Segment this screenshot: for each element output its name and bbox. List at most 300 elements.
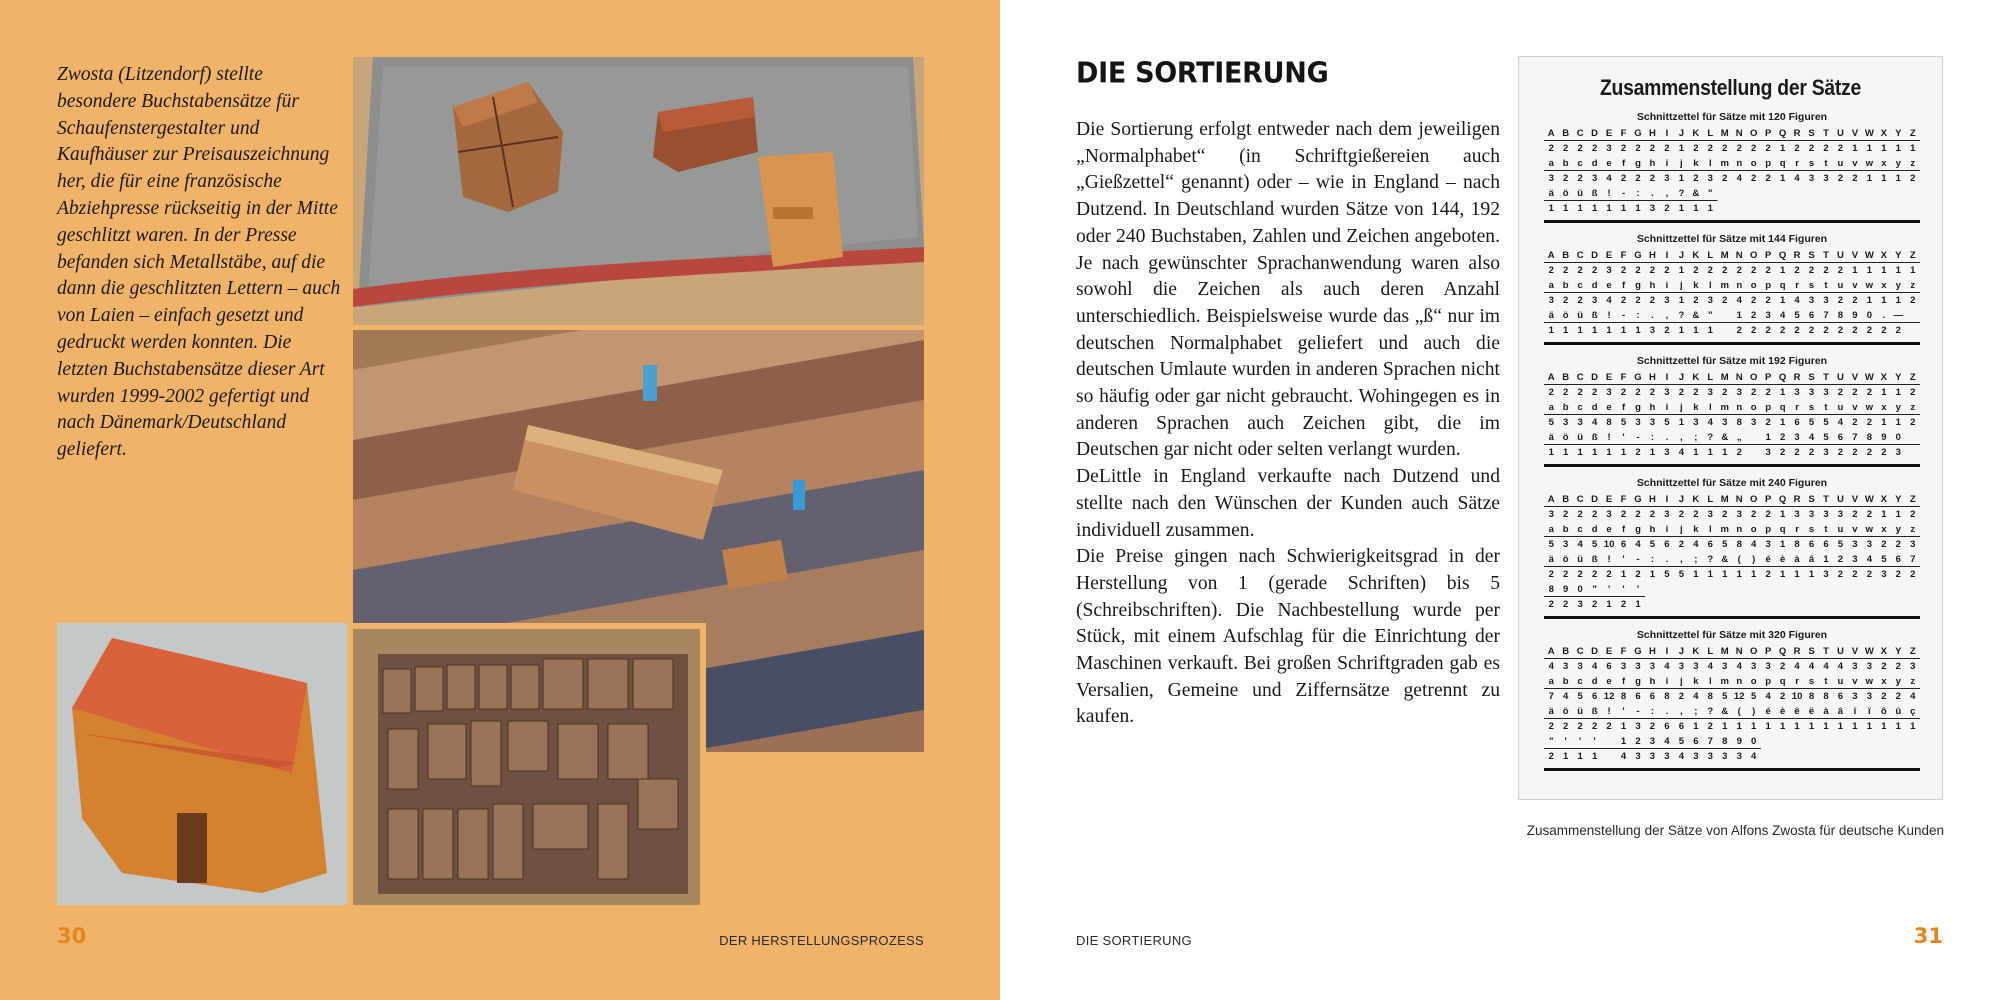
table-cell-character: n	[1736, 402, 1743, 413]
table-cell-character: I	[1665, 128, 1669, 139]
table-cell-count: 3	[1649, 203, 1656, 214]
table-cell-count: 1	[1794, 569, 1800, 580]
table-cell-character: e	[1606, 676, 1612, 687]
table-cell-count: 1	[1620, 447, 1627, 458]
table-cell-count: 1	[1895, 295, 1901, 306]
table-block	[1544, 629, 1920, 771]
table-cell-character: ê	[1794, 706, 1800, 717]
table-cell-character: J	[1678, 128, 1685, 139]
table-cell-count: 2	[1620, 509, 1627, 520]
table-cell-count: 4	[1678, 751, 1685, 762]
table-cell-character: O	[1749, 646, 1758, 657]
table-cell-count: 1	[1910, 265, 1916, 276]
table-cell-character: p	[1765, 280, 1772, 291]
table-cell-character: x	[1881, 280, 1887, 291]
table-cell-character: R	[1793, 646, 1801, 657]
table-cell-count: 3	[1664, 387, 1670, 398]
table-cell-character: ,	[1680, 432, 1683, 443]
table-cell-count: 2	[1910, 509, 1916, 520]
section-heading: DIE SORTIERUNG	[1076, 57, 1329, 90]
table-cell-character: T	[1823, 128, 1829, 139]
table-cell-character: b	[1562, 402, 1569, 413]
table-cell-count: 2	[1794, 325, 1800, 336]
table-cell-count: 2	[1837, 265, 1844, 276]
table-cell-count: 3	[1548, 295, 1554, 306]
figure-caption: Zusammenstellung der Sätze von Alfons Zwosta für deutsche Kunden	[1526, 823, 1944, 838]
table-cell-count: 5	[1722, 691, 1728, 702]
table-cell-character: y	[1895, 280, 1901, 291]
table-cell-count: 2	[1736, 265, 1742, 276]
table-cell-character: z	[1910, 676, 1916, 687]
table-row-counts	[1544, 507, 1920, 522]
table-cell-character: ß	[1591, 706, 1598, 717]
table-cell-character: 2	[1751, 310, 1757, 321]
table-cell-count: 2	[1678, 509, 1685, 520]
table-cell-character: &	[1721, 554, 1729, 565]
table-cell-character: l	[1708, 402, 1712, 413]
table-cell-count: 2	[1852, 173, 1858, 184]
table-cell-character: k	[1693, 280, 1699, 291]
table-blocks	[1519, 111, 1942, 771]
table-cell-count: 2	[1837, 295, 1844, 306]
table-cell-count: 1	[1779, 721, 1786, 732]
table-cell-count: 2	[1722, 265, 1728, 276]
table-cell-character: '	[1622, 706, 1625, 717]
table-row-counts	[1544, 293, 1920, 308]
table-cell-character: 9	[1852, 310, 1858, 321]
table-cell-count: 8	[1794, 539, 1800, 550]
table-cell-count: 2	[1895, 691, 1901, 702]
table-cell-character: y	[1895, 524, 1901, 535]
table-cell-count: 2	[1548, 599, 1554, 610]
table-cell-count: 2	[1577, 143, 1583, 154]
table-cell-count: 1	[1577, 751, 1583, 762]
table-cell-character: W	[1864, 494, 1874, 505]
table-cell-count: 1	[1722, 721, 1728, 732]
table-cell-count: 6	[1707, 539, 1713, 550]
table-cell-count: 1	[1563, 325, 1569, 336]
table-cell-character: U	[1837, 250, 1844, 261]
table-cell-count: 2	[1693, 143, 1699, 154]
table-cell-character: .	[1651, 188, 1654, 199]
table-cell-character: ?	[1707, 432, 1714, 443]
table-cell-character: d	[1591, 402, 1598, 413]
table-cell-character: è	[1779, 554, 1786, 565]
table-cell-character: H	[1649, 250, 1656, 261]
table-cell-character: M	[1720, 494, 1729, 505]
table-cell-count: 2	[1823, 143, 1829, 154]
table-cell-count: 2	[1678, 539, 1685, 550]
table-cell-character: 4	[1808, 432, 1815, 443]
table-cell-character: R	[1793, 128, 1801, 139]
table-cell-character: è	[1779, 706, 1786, 717]
table-cell-character: g	[1635, 524, 1641, 535]
table-cell-count: 8	[1620, 691, 1627, 702]
table-cell-count: 2	[1563, 295, 1569, 306]
table-cell-character: Z	[1909, 128, 1916, 139]
table-cell-character: ä	[1548, 554, 1554, 565]
table-cell-character: e	[1606, 524, 1612, 535]
table-cell-count: 3	[1664, 509, 1670, 520]
table-cell-character: N	[1735, 646, 1743, 657]
table-cell-character: w	[1865, 402, 1874, 413]
table-cell-character: 7	[1707, 736, 1713, 747]
table-cell-count: 2	[1635, 265, 1641, 276]
table-cell-count: 2	[1779, 447, 1786, 458]
table-cell-count: 2	[1722, 143, 1728, 154]
table-cell-count: 1	[1895, 173, 1901, 184]
table-cell-count: 2	[1620, 143, 1627, 154]
table-cell-count: 2	[1577, 509, 1583, 520]
table-cell-character: c	[1577, 676, 1583, 687]
table-cell-character: L	[1707, 250, 1714, 261]
table-cell-count: 2	[1635, 143, 1641, 154]
table-cell-character: o	[1750, 524, 1757, 535]
table-cell-count: 2	[1910, 387, 1916, 398]
table-cell-count: 2	[1823, 265, 1829, 276]
table-cell-character: j	[1680, 158, 1683, 169]
table-cell-count: 2	[1736, 143, 1742, 154]
table-cell-count: 1	[1606, 599, 1612, 610]
table-cell-count: 3	[1736, 509, 1742, 520]
table-block	[1544, 477, 1920, 619]
table-cell-character: m	[1720, 158, 1729, 169]
table-cell-character: d	[1591, 524, 1598, 535]
table-cell-count: 10	[1603, 539, 1615, 550]
table-cell-character: d	[1591, 676, 1598, 687]
table-cell-count: 2	[1649, 295, 1656, 306]
block-divider	[1544, 342, 1920, 345]
table-cell-count: 3	[1765, 661, 1771, 672]
table-cell-count: 3	[1649, 751, 1656, 762]
table-cell-character: E	[1605, 646, 1613, 657]
table-cell-count: 2	[1765, 417, 1771, 428]
table-cell-character: q	[1779, 524, 1786, 535]
table-cell-character: Q	[1778, 646, 1787, 657]
table-cell-character: m	[1720, 402, 1729, 413]
table-cell-character: ç	[1910, 706, 1916, 717]
table-cell-character: Z	[1909, 250, 1916, 261]
table-cell-character: V	[1851, 494, 1859, 505]
table-cell-count: 3	[1765, 539, 1771, 550]
table-cell-character: C	[1576, 128, 1584, 139]
table-cell-character: S	[1808, 646, 1815, 657]
table-cell-count: 1	[1678, 295, 1685, 306]
table-cell-character: H	[1649, 372, 1656, 383]
table-cell-count: 1	[1649, 569, 1656, 580]
table-cell-character: w	[1865, 676, 1874, 687]
table-cell-count: 2	[1910, 417, 1916, 428]
table-cell-count: 2	[1664, 265, 1670, 276]
table-cell-count: 3	[1635, 751, 1641, 762]
photo-box-of-letters	[353, 623, 706, 905]
table-cell-character: &	[1721, 706, 1729, 717]
table-cell-character: ö	[1562, 432, 1569, 443]
table-cell-character: y	[1895, 402, 1901, 413]
table-cell-count: 4	[1736, 661, 1742, 672]
table-cell-character: P	[1764, 128, 1772, 139]
table-cell-count: 2	[1837, 387, 1844, 398]
table-row-characters	[1544, 492, 1920, 507]
table-cell-count: 3	[1837, 509, 1844, 520]
table-cell-character: t	[1824, 524, 1828, 535]
table-cell-count: 3	[1823, 295, 1829, 306]
table-cell-count: 1	[1881, 143, 1887, 154]
table-cell-count: 5	[1591, 539, 1598, 550]
table-cell-character: R	[1793, 494, 1801, 505]
table-cell-count: 2	[1591, 599, 1598, 610]
table-cell-count: 3	[1866, 661, 1873, 672]
table-cell-count: 3	[1866, 691, 1873, 702]
table-cell-count: 2	[1693, 173, 1699, 184]
table-cell-count: 2	[1548, 387, 1554, 398]
table-cell-character: a	[1548, 158, 1554, 169]
table-cell-character: G	[1634, 646, 1642, 657]
table-row-characters	[1544, 248, 1920, 263]
table-cell-count: 1	[1779, 387, 1786, 398]
table-cell-character: '	[1579, 736, 1582, 747]
table-row-counts	[1544, 659, 1920, 674]
table-cell-character: b	[1562, 524, 1569, 535]
table-cell-count: 3	[1852, 539, 1858, 550]
table-cell-count: 1	[1635, 203, 1641, 214]
table-cell-count: 2	[1895, 661, 1901, 672]
table-cell-count: 3	[1722, 417, 1728, 428]
table-cell-character: (	[1737, 554, 1741, 565]
table-cell-character: !	[1607, 188, 1611, 199]
table-cell-count: 3	[1736, 387, 1742, 398]
table-cell-count: 2	[1649, 509, 1656, 520]
table-cell-character: i	[1665, 524, 1669, 535]
table-cell-character: d	[1591, 280, 1598, 291]
table-cell-count: 2	[1866, 325, 1873, 336]
table-cell-character: h	[1649, 280, 1656, 291]
table-cell-count: 3	[1548, 173, 1554, 184]
table-cell-character: H	[1649, 646, 1656, 657]
table-cell-character: é	[1765, 554, 1771, 565]
table-cell-character: ?	[1707, 706, 1714, 717]
table-cell-count: 2	[1563, 143, 1569, 154]
table-cell-count: 4	[1591, 417, 1598, 428]
table-cell-character: u	[1837, 158, 1844, 169]
table-row-characters	[1544, 430, 1920, 445]
table-cell-character: M	[1720, 128, 1729, 139]
table-cell-character: 6	[1808, 310, 1815, 321]
table-cell-character: V	[1851, 250, 1859, 261]
table-cell-character: f	[1621, 524, 1626, 535]
table-cell-count: 1	[1866, 721, 1873, 732]
table-cell-count: 2	[1736, 447, 1742, 458]
body-text	[1076, 117, 1500, 731]
table-cell-character: E	[1605, 372, 1613, 383]
table-cell-character: f	[1621, 402, 1626, 413]
table-cell-character: p	[1765, 676, 1772, 687]
table-cell-count: 1	[1591, 447, 1598, 458]
table-cell-character: n	[1736, 676, 1743, 687]
photo-caption: Zwosta (Litzendorf) stellte besondere Buchstabensätze für Schaufenstergestalter und Kaufhäuser zur Preisauszeichnung her, die für eine französische Abziehpresse rückseitig in der Mitte geschlitzt waren. In der Presse befanden sich Metallstäbe, auf die dann die geschlitzten Lettern – auch von Laien – einfach gesetzt und gedruckt werden konnten. Die letzten Buchstabensätze dieser Art wurden 1999-2002 gefertigt und nach Dänemark/Deutschland geliefert.	[57, 64, 341, 461]
table-cell-count: 1	[1895, 721, 1901, 732]
table-cell-count: 1	[1866, 265, 1873, 276]
table-cell-character: N	[1735, 372, 1743, 383]
table-cell-character: -	[1636, 432, 1640, 443]
table-cell-count	[1906, 445, 1920, 460]
table-cell-count: 2	[1823, 325, 1829, 336]
table-cell-character: 6	[1837, 432, 1844, 443]
table-cell-count: 2	[1649, 143, 1656, 154]
table-row-characters	[1544, 644, 1920, 659]
figure-character-table	[1518, 56, 1943, 800]
table-cell-count: 1	[1606, 447, 1612, 458]
table-cell-character: u	[1837, 524, 1844, 535]
table-cell-character: G	[1634, 372, 1642, 383]
table-cell-count: 3	[1707, 295, 1713, 306]
table-cell-character: F	[1620, 128, 1627, 139]
table-row-characters	[1544, 522, 1920, 537]
table-row-counts	[1544, 171, 1920, 186]
table-cell-count: 3	[1693, 661, 1699, 672]
table-cell-character: ß	[1591, 310, 1598, 321]
paragraph: Die Sortierung erfolgt entweder nach dem jeweiligen „Normalphabet“ (in Schriftgießereien auch „Gießzettel“ genannt) oder – wie in England – nach Dutzend. In Deutschland wurden Sätze von 144, 192 oder 240 Buchstaben, Zahlen und Zeichen angeboten. Je nach gewünschter Sprachanwendung waren also sowohl die Zeichen als auch deren Anzahl unterschiedlich. Beispielsweise wurde das „ß“ nur im deutschen Normalphabet geliefert und auch die deutschen Umlaute wurden in anderen Sprachen nicht so häufig oder gar nicht gebraucht. Wohingegen es in anderen Sprachen auch Zeichen gibt, die im Deutschen gar nicht oder selten verlangt wurden.	[1076, 119, 1500, 461]
table-row-counts	[1544, 689, 1920, 704]
table-cell-count: 5	[1808, 417, 1815, 428]
table-cell-character: '	[1607, 584, 1611, 595]
table-cell-count: 2	[1591, 143, 1598, 154]
table-cell-character: ï	[1868, 706, 1871, 717]
table-cell-count: 2	[1751, 173, 1757, 184]
table-cell-character: à	[1823, 706, 1829, 717]
table-cell-character: S	[1808, 372, 1815, 383]
table-cell-count: 1	[1779, 295, 1786, 306]
block-title: Schnittzettel für Sätze mit 240 Figuren	[1636, 477, 1828, 489]
table-cell-character: .	[1651, 310, 1654, 321]
table-cell-count: 1	[1722, 447, 1728, 458]
table-cell-character: c	[1577, 524, 1583, 535]
table-cell-count: 1	[1765, 721, 1771, 732]
table-cell-count: 4	[1751, 751, 1757, 762]
table-cell-count: 1	[1881, 721, 1887, 732]
table-cell-character: k	[1693, 524, 1699, 535]
table-cell-count: 1	[1678, 325, 1685, 336]
photo-slotted-letter-closeup	[57, 623, 347, 905]
table-cell-character: p	[1765, 158, 1772, 169]
table-cell-count: 3	[1664, 295, 1670, 306]
table-cell-count: 2	[1765, 295, 1771, 306]
table-cell-count: 2	[1548, 751, 1554, 762]
table-cell-character: r	[1795, 158, 1799, 169]
table-cell-count	[1746, 445, 1760, 460]
table-cell-character	[1718, 308, 1732, 323]
table-cell-character: g	[1635, 158, 1641, 169]
table-cell-count: 2	[1751, 387, 1757, 398]
table-cell-count: 2	[1563, 387, 1569, 398]
table-cell-count: 1	[1635, 325, 1641, 336]
table-cell-character: v	[1852, 524, 1858, 535]
table-cell-character: „	[1736, 432, 1742, 443]
table-cell-character: 3	[1852, 554, 1858, 565]
table-cell-character: y	[1895, 158, 1901, 169]
table-cell-count: 2	[1707, 143, 1713, 154]
table-cell-count: 3	[1563, 417, 1569, 428]
table-cell-count: 2	[1866, 569, 1873, 580]
figure-title: Zusammenstellung der Sätze	[1599, 75, 1862, 100]
table-cell-count: 4	[1837, 417, 1844, 428]
table-cell-character: i	[1665, 402, 1669, 413]
table-cell-character: ü	[1577, 432, 1584, 443]
table-cell-count: 3	[1606, 387, 1612, 398]
table-cell-character: s	[1808, 524, 1815, 535]
table-cell-character: V	[1851, 128, 1859, 139]
table-cell-count: 1	[1779, 569, 1786, 580]
table-cell-character: l	[1708, 676, 1712, 687]
table-row-counts	[1544, 141, 1920, 156]
table-cell-character: W	[1864, 646, 1874, 657]
table-cell-count: 3	[1664, 173, 1670, 184]
table-cell-character: 5	[1678, 736, 1685, 747]
table-cell-count: 1	[1620, 325, 1627, 336]
table-cell-count: 5	[1678, 569, 1685, 580]
table-cell-character: h	[1649, 676, 1656, 687]
table-cell-character: ä	[1548, 706, 1554, 717]
table-cell-count: 1	[1606, 203, 1612, 214]
table-cell-character: ô	[1880, 706, 1887, 717]
table-cell-count	[1718, 323, 1732, 338]
block-title: Schnittzettel für Sätze mit 120 Figuren	[1636, 111, 1828, 123]
table-cell-character: L	[1707, 372, 1714, 383]
table-cell-character: "	[1708, 188, 1713, 199]
table-cell-character: Q	[1778, 128, 1787, 139]
table-cell-character: ?	[1707, 554, 1714, 565]
table-row-counts	[1544, 537, 1920, 552]
table-cell-count: 6	[1664, 539, 1670, 550]
table-cell-character: 2	[1779, 432, 1786, 443]
table-cell-character: 0	[1751, 736, 1757, 747]
table-cell-character: â	[1808, 554, 1815, 565]
table-cell-count: 2	[1693, 387, 1699, 398]
table-cell-count: 3	[1606, 265, 1612, 276]
table-cell-count: 2	[1866, 387, 1873, 398]
table-cell-character: 4	[1866, 554, 1873, 565]
table-cell-character: ß	[1591, 432, 1598, 443]
table-cell-count: 3	[1591, 173, 1598, 184]
table-cell-count: 1	[1707, 569, 1713, 580]
table-cell-character: D	[1591, 494, 1599, 505]
table-cell-count: 4	[1577, 539, 1583, 550]
table-cell-count: 2	[1765, 173, 1771, 184]
table-cell-character: L	[1707, 494, 1714, 505]
table-cell-character: s	[1808, 676, 1815, 687]
table-cell-character: X	[1880, 250, 1887, 261]
table-cell-character: E	[1605, 250, 1613, 261]
table-row-counts	[1544, 567, 1920, 582]
table-cell-character: s	[1808, 158, 1815, 169]
table-cell-character: k	[1693, 158, 1699, 169]
page-number-right: 31	[1913, 924, 1943, 948]
table-cell-count: 2	[1649, 387, 1656, 398]
table-cell-count: 1	[1852, 143, 1858, 154]
table-cell-character: p	[1765, 402, 1772, 413]
table-cell-count: 1	[1852, 721, 1858, 732]
table-cell-character: U	[1837, 372, 1844, 383]
table-cell-count: 2	[1852, 325, 1858, 336]
table-cell-count: 2	[1620, 173, 1627, 184]
table-cell-count: 2	[1620, 295, 1627, 306]
table-cell-character: A	[1547, 128, 1555, 139]
table-cell-character: M	[1720, 646, 1729, 657]
table-cell-count: 6	[1591, 691, 1598, 702]
table-cell-count: 2	[1808, 265, 1815, 276]
table-cell-character: 9	[1881, 432, 1887, 443]
table-cell-count: 8	[1736, 539, 1742, 550]
